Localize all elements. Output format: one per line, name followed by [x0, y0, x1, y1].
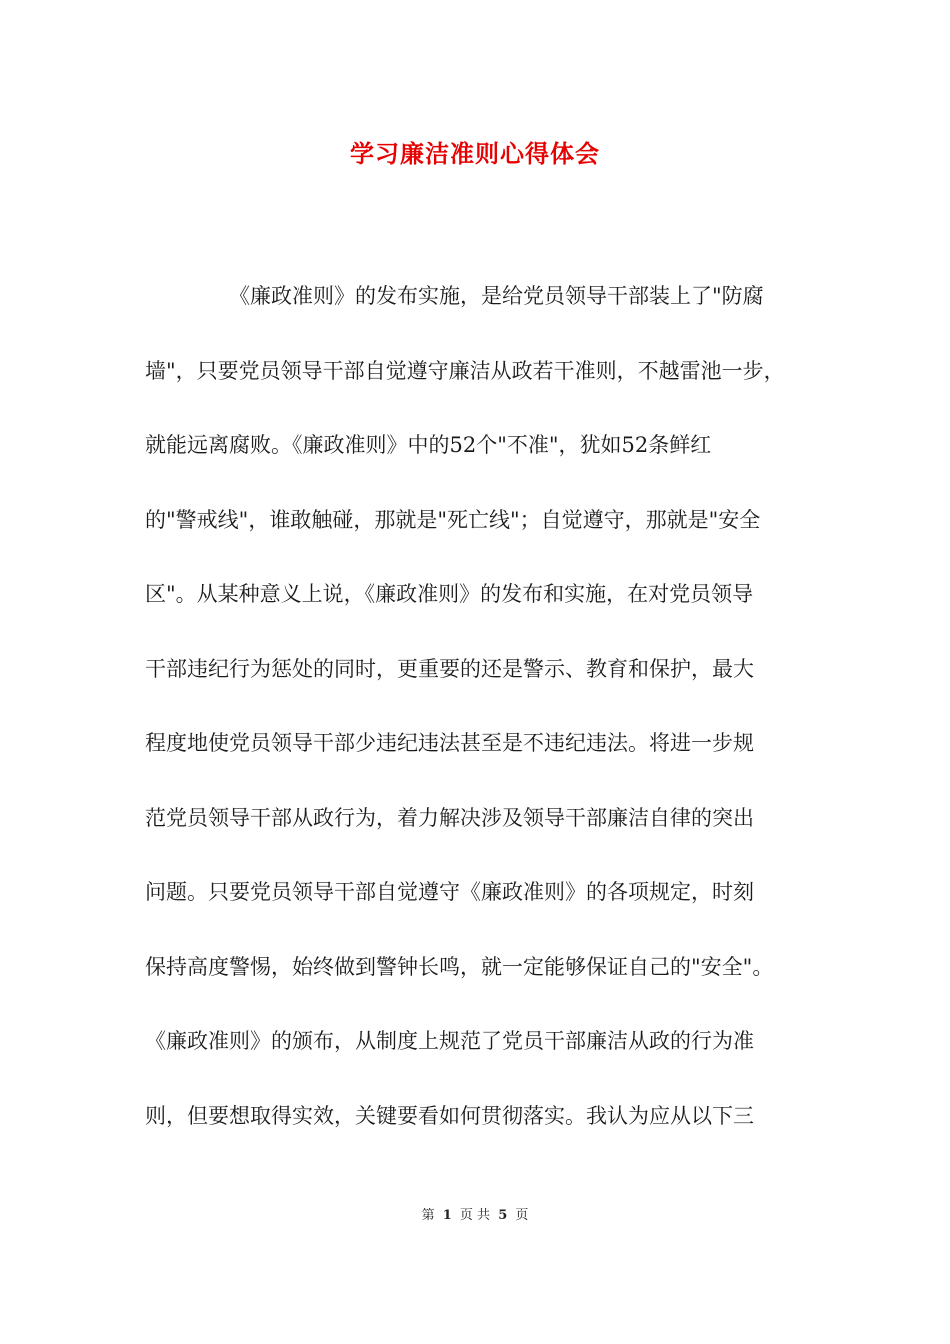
body-line: 保持高度警惕，始终做到警钟长鸣，就一定能够保证自己的"安全"。 [145, 954, 774, 979]
body-line: 区"。从某种意义上说，《廉政准则》的发布和实施，在对党员领导 [145, 582, 754, 606]
footer-page-number: 1 [442, 1208, 452, 1223]
body-line: 干部违纪行为惩处的同时，更重要的还是警示、教育和保护，最大 [145, 656, 754, 681]
document-title: 学习廉洁准则心得体会 [350, 139, 600, 168]
body-line: 的"警戒线"，谁敢触碰，那就是"死亡线"；自觉遵守，那就是"安全 [145, 507, 761, 532]
page-footer [0, 1206, 950, 1226]
body-line: 问题。只要党员领导干部自觉遵守《廉政准则》的各项规定，时刻 [145, 880, 754, 904]
body-line: 就能远离腐败。《廉政准则》中的52个"不准"，犹如52条鲜红 [145, 433, 712, 457]
body-line: 《廉政准则》的发布实施，是给党员领导干部装上了"防腐 [229, 284, 764, 308]
body-line: 范党员领导干部从政行为，着力解决涉及领导干部廉洁自律的突出 [145, 805, 754, 830]
footer-suffix: 页 [515, 1208, 529, 1223]
body-line: 《廉政准则》的颁布，从制度上规范了党员干部廉洁从政的行为准 [145, 1029, 754, 1053]
body-line: 程度地使党员领导干部少违纪违法甚至是不违纪违法。将进一步规 [145, 731, 754, 755]
footer-middle: 页 共 [459, 1208, 491, 1223]
body-line: 墙"，只要党员领导干部自觉遵守廉洁从政若干准则，不越雷池一步， [145, 358, 785, 383]
footer-prefix: 第 [421, 1208, 435, 1223]
footer-total-pages: 5 [498, 1208, 508, 1223]
document-body [145, 278, 810, 1172]
body-line: 则，但要想取得实效，关键要看如何贯彻落实。我认为应从以下三 [145, 1103, 754, 1128]
